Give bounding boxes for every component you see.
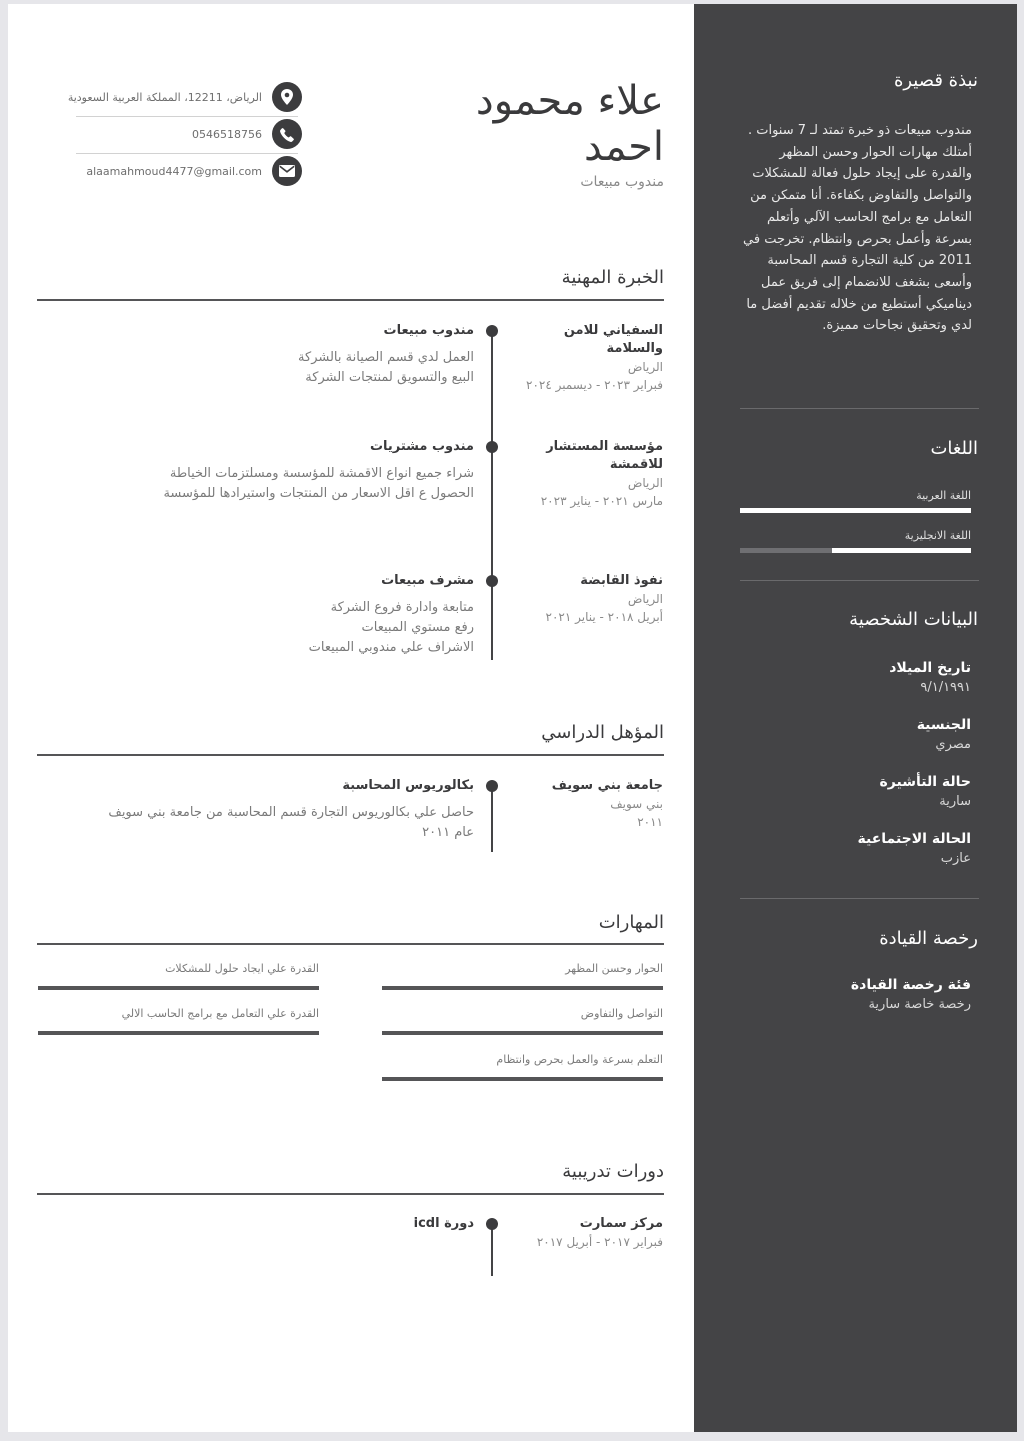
courses-rule bbox=[37, 1193, 664, 1195]
role-duty: شراء جميع انواع الاقمشة للمؤسسة ومسلتزمات الخياطة bbox=[169, 466, 474, 481]
skill-bar-fill bbox=[382, 1031, 663, 1035]
org-period: فبراير ٢٠٢٣ - ديسمبر ٢٠٢٤ bbox=[526, 378, 663, 392]
timeline-dot bbox=[486, 441, 498, 453]
timeline-dot bbox=[486, 1218, 498, 1230]
org-name: السفياني للامن والسلامة bbox=[563, 323, 663, 356]
degree-title: بكالوريوس المحاسبة bbox=[342, 778, 474, 793]
contact-phone-row bbox=[52, 119, 302, 149]
timeline-dot bbox=[486, 780, 498, 792]
role-duty: العمل لدي قسم الصيانة بالشركة bbox=[298, 350, 474, 365]
org-name: نفوذ القابضة bbox=[580, 573, 663, 588]
language-label: اللغة الانجليزية bbox=[904, 529, 971, 542]
skill-bar-fill bbox=[382, 1077, 663, 1081]
personal-value: عازب bbox=[940, 851, 971, 866]
skill-item bbox=[382, 962, 663, 990]
degree-detail: عام ٢٠١١ bbox=[422, 825, 474, 840]
about-title: نبذة قصيرة bbox=[893, 70, 978, 91]
contact-divider bbox=[76, 153, 298, 154]
about-text: مندوب مبيعات ذو خبرة تمتد لـ 7 سنوات . أمتلك مهارات الحوار وحسن المظهر والقدرة على إيجاد حلول فعالة للمشكلات والتواصل والتفاوض بكفاءة. أنا متمكن من التعامل مع برامج الحاسب الآلي وأتعلم بسرعة وأعمل بحرص وانتظام. تخرجت في 2011 من كلية التجارة قسم المحاسبة وأسعى بشغف للانضمام إلى فريق عمل ديناميكي أستطيع من خلاله تقديم أفضل ما لدي وتحقيق نجاحات مميزة. bbox=[743, 123, 972, 334]
experience-role bbox=[60, 438, 474, 504]
org-city: بني سويف bbox=[610, 797, 663, 811]
skill-label: التعلم بسرعة والعمل بحرص وانتظام bbox=[496, 1053, 663, 1066]
role-duty: متابعة وادارة فروع الشركة bbox=[330, 600, 474, 615]
skill-item bbox=[38, 962, 319, 990]
role-title: مندوب مشتريات bbox=[369, 439, 474, 454]
language-bar-track bbox=[740, 548, 971, 553]
courses-timeline bbox=[491, 1224, 493, 1276]
role-duty: الحصول ع اقل الاسعار من المنتجات واستيرادها للمؤسسة bbox=[163, 486, 474, 501]
education-timeline bbox=[491, 785, 493, 852]
experience-timeline bbox=[491, 330, 493, 660]
personal-label: الجنسية bbox=[916, 717, 971, 733]
personal-value: مصري bbox=[935, 737, 971, 752]
course-name: دورة icdl bbox=[413, 1216, 474, 1231]
course-period: فبراير ٢٠١٧ - أبريل ٢٠١٧ bbox=[536, 1235, 663, 1249]
contact-phone: 0546518756 bbox=[192, 127, 262, 141]
timeline-dot bbox=[486, 575, 498, 587]
name-line-2: احمد bbox=[584, 124, 664, 170]
personal-title: البيانات الشخصية bbox=[849, 609, 978, 630]
contact-address-row bbox=[52, 82, 302, 112]
license-label: فئة رخصة القيادة bbox=[850, 977, 971, 993]
job-title: مندوب مبيعات bbox=[580, 174, 664, 190]
candidate-name bbox=[364, 78, 664, 170]
role-duty: البيع والتسويق لمنتجات الشركة bbox=[305, 370, 474, 385]
education-title: المؤهل الدراسي bbox=[541, 722, 664, 743]
org-name: مؤسسة المستشار للاقمشة bbox=[546, 439, 663, 472]
course-org bbox=[505, 1215, 663, 1251]
org-name: جامعة بني سويف bbox=[551, 778, 663, 793]
license-title: رخصة القيادة bbox=[879, 928, 978, 949]
skill-bar-fill bbox=[382, 986, 663, 990]
language-bar-track bbox=[740, 508, 971, 513]
languages-title: اللغات bbox=[930, 438, 978, 459]
org-city: الرياض bbox=[627, 360, 663, 374]
org-period: أبريل ٢٠١٨ - يناير ٢٠٢١ bbox=[545, 610, 663, 624]
degree-detail: حاصل علي بكالوريوس التجارة قسم المحاسبة من جامعة بني سويف bbox=[108, 805, 474, 820]
experience-title: الخبرة المهنية bbox=[561, 267, 664, 288]
skill-label: التواصل والتفاوض bbox=[580, 1007, 663, 1020]
contact-divider bbox=[76, 116, 298, 117]
role-duty: رفع مستوي المبيعات bbox=[361, 620, 474, 635]
skill-item bbox=[38, 1007, 319, 1035]
skill-label: القدرة علي التعامل مع برامج الحاسب الالي bbox=[121, 1007, 319, 1020]
skill-label: القدرة علي ايجاد حلول للمشكلات bbox=[165, 962, 319, 975]
contact-address: الرياض، 12211، المملكة العربية السعودية bbox=[67, 90, 262, 104]
education-rule bbox=[37, 754, 664, 756]
personal-label: تاريخ الميلاد bbox=[889, 660, 971, 676]
experience-role bbox=[60, 572, 474, 658]
language-label: اللغة العربية bbox=[916, 489, 971, 502]
personal-label: حالة التأشيرة bbox=[879, 774, 971, 790]
experience-org bbox=[505, 572, 663, 626]
envelope-icon bbox=[272, 156, 302, 186]
role-title: مشرف مبيعات bbox=[381, 573, 474, 588]
skills-title: المهارات bbox=[598, 912, 664, 933]
course-center: مركز سمارت bbox=[579, 1216, 663, 1231]
personal-value: ٩/١/١٩٩١ bbox=[920, 680, 971, 695]
skill-bar-track bbox=[382, 1077, 663, 1081]
phone-icon bbox=[272, 119, 302, 149]
skills-rule bbox=[37, 943, 664, 945]
license-value: رخصة خاصة سارية bbox=[868, 997, 971, 1012]
skill-item bbox=[382, 1007, 663, 1035]
skill-bar-track bbox=[38, 1031, 319, 1035]
education-org bbox=[505, 777, 663, 831]
experience-rule bbox=[37, 299, 664, 301]
language-bar-fill bbox=[740, 508, 971, 513]
sidebar-divider bbox=[740, 898, 979, 899]
org-city: الرياض bbox=[627, 592, 663, 606]
experience-org bbox=[505, 322, 663, 394]
experience-role bbox=[60, 322, 474, 388]
skill-label: الحوار وحسن المظهر bbox=[565, 962, 663, 975]
skill-item bbox=[382, 1053, 663, 1081]
skill-bar-track bbox=[38, 986, 319, 990]
name-line-1: علاء محمود bbox=[475, 78, 664, 124]
personal-value: سارية bbox=[939, 794, 971, 809]
sidebar-divider bbox=[740, 408, 979, 409]
courses-title: دورات تدريبية bbox=[562, 1161, 664, 1182]
skill-bar-track bbox=[382, 986, 663, 990]
personal-label: الحالة الاجتماعية bbox=[857, 831, 971, 847]
course-detail bbox=[60, 1215, 474, 1241]
timeline-dot bbox=[486, 325, 498, 337]
org-period: ٢٠١١ bbox=[637, 815, 663, 829]
org-city: الرياض bbox=[627, 476, 663, 490]
sidebar-divider bbox=[740, 580, 979, 581]
language-bar-fill bbox=[832, 548, 971, 553]
location-pin-icon bbox=[272, 82, 302, 112]
education-degree bbox=[54, 777, 474, 843]
role-title: مندوب مبيعات bbox=[383, 323, 474, 338]
skill-bar-fill bbox=[38, 986, 319, 990]
contact-email-row bbox=[52, 156, 302, 186]
skill-bar-fill bbox=[38, 1031, 319, 1035]
experience-org bbox=[505, 438, 663, 510]
role-duty: الاشراف علي مندوبي المبيعات bbox=[308, 640, 474, 655]
contact-email: alaamahmoud4477@gmail.com bbox=[86, 164, 262, 178]
org-period: مارس ٢٠٢١ - يناير ٢٠٢٣ bbox=[540, 494, 663, 508]
skill-bar-track bbox=[382, 1031, 663, 1035]
